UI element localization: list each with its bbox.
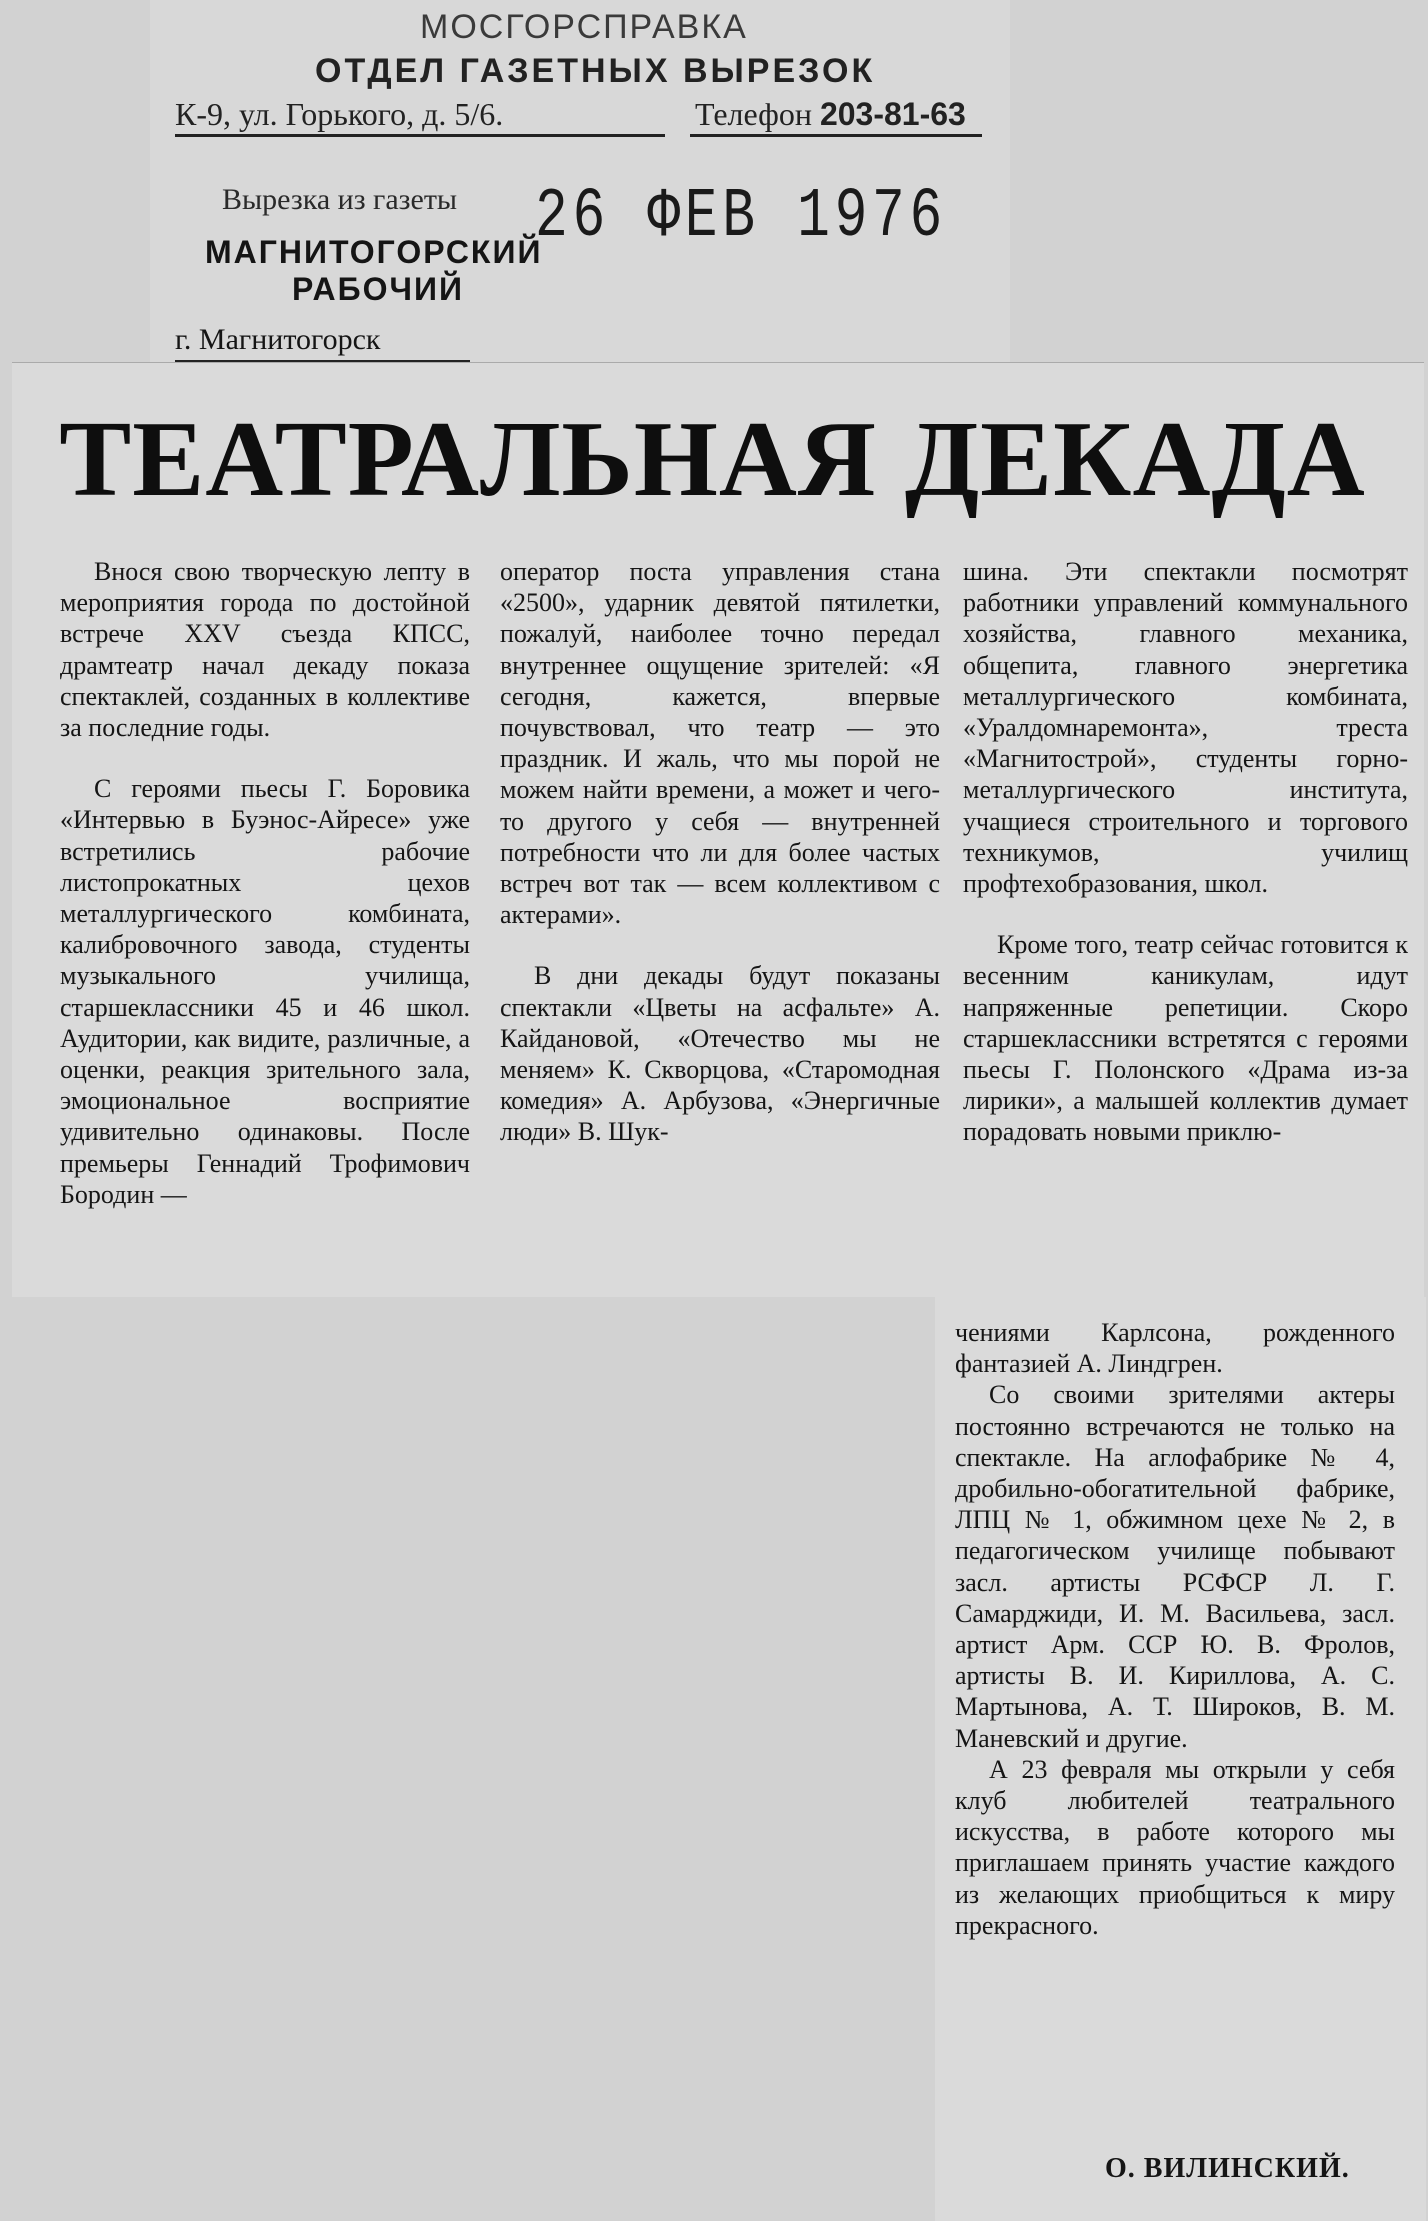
article-column-1 — [60, 556, 470, 1210]
article-column-2 — [500, 556, 940, 1148]
article-paragraph: чениями Карлсона, рожденного фантазией А. Линдгрен. — [955, 1318, 1395, 1379]
article-headline: ТЕАТРАЛЬНАЯ ДЕКАДА — [59, 400, 1366, 519]
stamp-phone-number: 203-81-63 — [819, 96, 966, 132]
stamp-department: ОТДЕЛ ГАЗЕТНЫХ ВЫРЕЗОК — [315, 52, 876, 90]
stamp-divider — [175, 134, 665, 137]
stamp-phone — [695, 96, 966, 133]
stamp-address: К-9, ул. Горького, д. 5/6. — [175, 96, 504, 132]
stamp-divider — [690, 134, 982, 137]
article-paragraph: С героями пьесы Г. Боровика «Интервью в Буэнос-Айресе» уже встретились рабочие листопрокатных цехов металлургического комбината, калибровочного завода, студенты музыкального училища, старшеклассники 45 и 46 школ. Аудитории, как видите, различные, а оценки, реакция зрительного зала, эмоциональное восприятие удивительно одинаковы. После премьеры Геннадий Трофимович Бородин — — [60, 774, 470, 1209]
stamp-clipping-from: Вырезка из газеты — [222, 183, 458, 216]
article-paragraph: оператор поста управления стана «2500», ударник девятой пятилетки, пожалуй, наиболее точно передал внутреннее ощущение зрителей: «Я сегодня, кажется, впервые почувствовал, что театр — это праздник. И жаль, что мы порой не можем найти времени, а может и чего-то другого у себя — внутренней потребности что ли для более частых встреч вот так — всем коллективом с актерами». — [500, 557, 940, 930]
stamp-city: г. Магнитогорск — [175, 323, 381, 356]
stamp-date: 26 ФЕВ 1976 — [535, 178, 947, 257]
article-paragraph: В дни декады будут показаны спектакли «Цветы на асфальте» А. Кайдановой, «Отечество мы не меняем» К. Скворцова, «Старомодная комедия» А. Арбузова, «Энергичные люди» В. Шук- — [500, 961, 940, 1147]
stamp-organization: МОСГОРСПРАВКА — [420, 8, 748, 46]
article-paragraph: Кроме того, театр сейчас готовится к весенним каникулам, идут напряженные репетиции. Скоро старшеклассники встретятся с героями пьесы Г. Полонского «Драма из-за лирики», а малышей коллектив думает порадовать новыми приклю- — [963, 930, 1408, 1147]
stamp-newspaper-name: МАГНИТОГОРСКИЙ — [205, 234, 543, 270]
clipping-service-stamp — [150, 0, 1010, 362]
article-column-3 — [963, 556, 1408, 1148]
article-paragraph: Со своими зрителями актеры постоянно встречаются не только на спектакле. На аглофабрике № 4, дробильно-обогатительной фабрике, ЛПЦ № 1, обжимном цехе № 2, в педагогическом училище побывают засл. артисты РСФСР Л. Г. Самарджиди, И. М. Васильева, засл. артист Арм. ССР Ю. В. Фролов, артисты В. И. Кириллова, А. С. Мартынова, А. Т. Широков, В. М. Маневский и другие. — [955, 1380, 1395, 1753]
article-paragraph: шина. Эти спектакли посмотрят работники управлений коммунального хозяйства, главного механика, общепита, главного энергетика металлургического комбината, «Уралдомнаремонта», треста «Магнитострой», студенты горно-металлургического института, учащиеся строительного и торгового техникумов, училищ профтехобразования, школ. — [963, 557, 1408, 899]
article-signature: О. ВИЛИНСКИЙ. — [1105, 2153, 1350, 2184]
stamp-newspaper-name-2: РАБОЧИЙ — [292, 271, 465, 307]
article-column-3-continued — [955, 1317, 1395, 1941]
stamp-phone-label: Телефон — [695, 96, 812, 132]
article-paragraph: А 23 февраля мы открыли у себя клуб любителей театрального искусства, в работе которого мы приглашаем принять участие каждого из желающих приобщиться к миру прекрасного. — [955, 1754, 1395, 1940]
article-paragraph: Внося свою творческую лепту в мероприятия города по достойной встрече XXV съезда КПСС, драмтеатр начал декаду показа спектаклей, созданных в коллективе за последние годы. — [60, 557, 470, 743]
